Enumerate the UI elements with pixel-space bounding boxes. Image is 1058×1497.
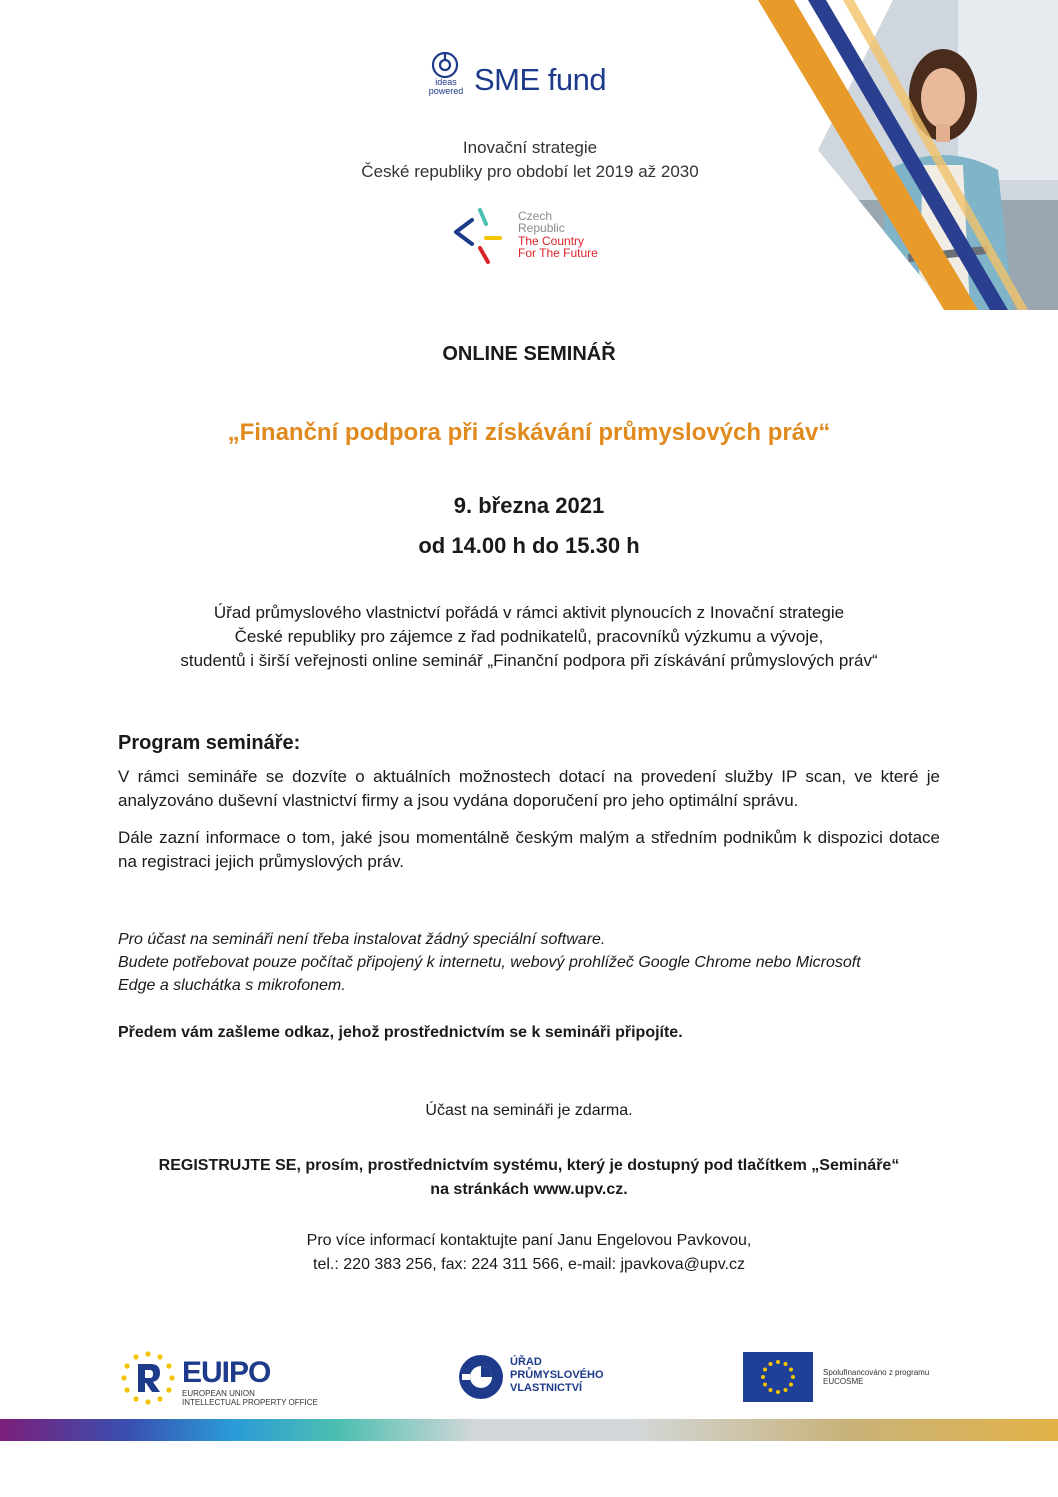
intro-paragraph	[100, 601, 958, 673]
tech-line-2: Budete potřebovat pouze počítač připojený k internetu, webový prohlížeč Google Chrome nebo Microsoft	[118, 954, 861, 971]
contact-line-1: Pro více informací kontaktujte paní Janu Engelovou Pavkovou,	[306, 1232, 752, 1249]
czech-logo-line-4: For The Future	[518, 246, 598, 260]
seminar-title: „Finanční podpora při získávání průmyslových práv“	[227, 419, 831, 446]
country-for-future-icon	[450, 204, 502, 266]
ideas-powered-text: ideas powered	[428, 77, 464, 96]
czech-republic-logo	[450, 204, 630, 268]
czech-logo-line-3: The Country	[518, 234, 585, 248]
euipo-sub-2: INTELLECTUAL PROPERTY OFFICE	[182, 1398, 318, 1407]
register-line-2: na stránkách www.upv.cz.	[430, 1181, 628, 1198]
seminar-date: 9. března 2021	[453, 493, 605, 518]
register-line-1: REGISTRUJTE SE, prosím, prostřednictvím systému, který je dostupný pod tlačítkem „Semináře“	[158, 1157, 900, 1174]
cofinance-line-2: EUCOSME	[823, 1377, 864, 1386]
upv-line-2: PRŮMYSLOVÉHO	[510, 1369, 604, 1381]
sme-fund-logo	[418, 48, 638, 104]
intro-line-3: studentů i širší veřejnosti online seminář „Finanční podpora při získávání průmyslových práv“	[180, 651, 878, 670]
contact-line-2: tel.: 220 383 256, fax: 224 311 566, e-mail: jpavkova@upv.cz	[313, 1256, 745, 1273]
czech-logo-line-1: Czech	[518, 209, 553, 223]
upv-line-3: VLASTNICTVÍ	[510, 1382, 583, 1394]
seminar-type: ONLINE SEMINÁŘ	[442, 343, 616, 365]
euipo-logo	[118, 1348, 328, 1408]
strategy-subtitle	[250, 136, 810, 184]
upv-line-1: ÚŘAD	[510, 1356, 542, 1368]
tech-line-3: Edge a sluchátka s mikrofonem.	[118, 977, 346, 994]
cofinance-line-1: Spolufinancováno z programu	[823, 1368, 930, 1377]
czech-logo-line-2: Republic	[518, 221, 565, 235]
intro-line-2: České republiky pro zájemce z řad podnikatelů, pracovníků výzkumu a vývoje,	[234, 627, 824, 646]
eu-cofinance-block	[743, 1352, 963, 1406]
program-heading: Program semináře:	[118, 732, 301, 754]
strategy-line-2: České republiky pro období let 2019 až 2030	[361, 162, 699, 181]
contact-info	[0, 1229, 1058, 1277]
technical-requirements	[118, 928, 958, 997]
program-paragraph-2: Dále zazní informace o tom, jaké jsou momentálně českým malým a středním podnikům k dispozici dotace na registraci jejich průmyslových práv.	[118, 828, 940, 871]
register-note	[60, 1154, 998, 1202]
strategy-line-1: Inovační strategie	[462, 138, 598, 157]
link-note: Předem vám zašleme odkaz, jehož prostřednictvím se k semináři připojíte.	[118, 1024, 683, 1041]
header-photo	[758, 0, 1058, 310]
program-paragraph-1: V rámci semináře se dozvíte o aktuálních možnostech dotací na provedení služby IP scan, ve které je analyzováno duševní vlastnictví firmy a jsou vydána doporučení pro jeho optimální správu.	[118, 767, 940, 810]
upv-logo	[456, 1352, 616, 1408]
intro-line-1: Úřad průmyslového vlastnictví pořádá v rámci aktivit plynoucích z Inovační strategie	[213, 603, 845, 622]
free-note: Účast na semináři je zdarma.	[425, 1102, 633, 1119]
upv-emblem-icon	[456, 1352, 506, 1402]
euipo-text: EUIPO	[182, 1356, 271, 1389]
euipo-sub-1: EUROPEAN UNION	[182, 1389, 255, 1398]
sme-fund-text: SME fund	[474, 62, 607, 97]
bottom-color-bar	[0, 1419, 1058, 1441]
eu-flag-icon	[743, 1352, 813, 1402]
tech-line-1: Pro účast na semináři není třeba instalovat žádný speciální software.	[118, 931, 606, 948]
ideas-powered-icon	[430, 50, 460, 80]
seminar-time: od 14.00 h do 15.30 h	[418, 533, 640, 558]
eu-stars-icon	[118, 1348, 178, 1408]
